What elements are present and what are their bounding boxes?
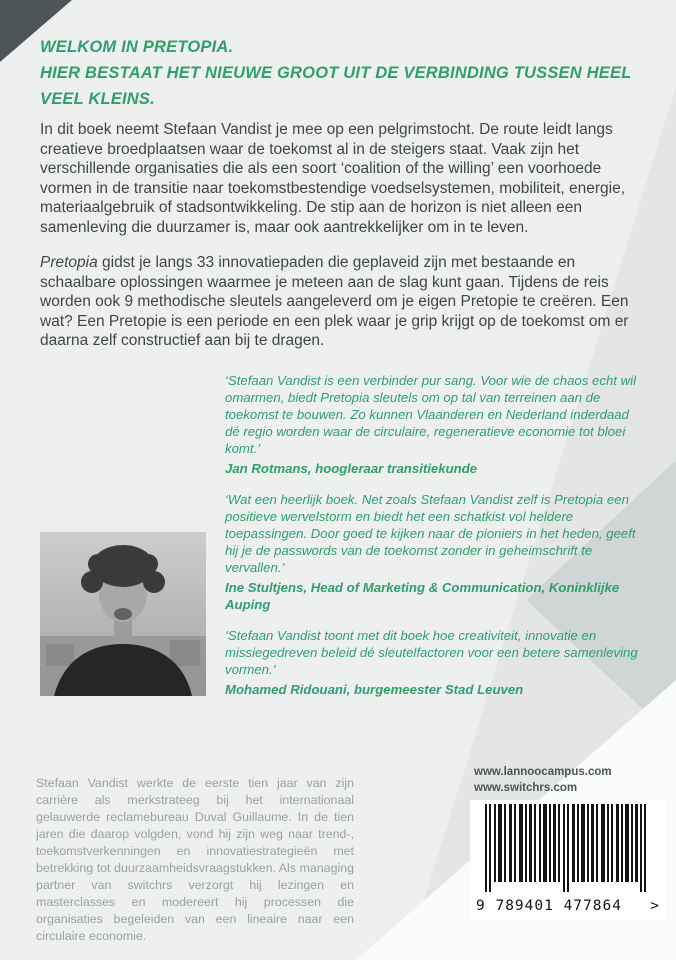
quote-rotmans [225, 372, 639, 477]
headline-line2: HIER BESTAAT HET NIEUWE GROOT UIT DE VERBINDING TUSSEN HEEL VEEL KLEINS. [40, 64, 632, 108]
quote-attribution: Mohamed Ridouani, burgemeester Stad Leuven [225, 682, 524, 697]
headline-line1: WELKOM IN PRETOPIA. [40, 38, 234, 56]
isbn-suffix: > [650, 898, 660, 914]
quote-attribution: Jan Rotmans, hoogleraar transitiekunde [225, 461, 478, 476]
author-bio-text: Stefaan Vandist werkte de eerste tien jaar van zijn carrière als merkstrateeg bij het internationaal gelauwerde reclamebureau Duval Guillaume. In de tien jaren die daarop volgden, vond hij zijn weg naar trend-, toekomstverkenningen en innovatiestrategieën met betrekking tot duurzaamheidsvraagstukken. Als managing partner van switchrs verzorgt hij lezingen en masterclasses en modereert hij processen die organisaties begeleiden van een lineaire naar een circulaire economie. [36, 776, 354, 943]
author-bio [36, 775, 354, 945]
quote-ridouani [225, 627, 639, 698]
quote-text: ‘Wat een heerlijk boek. Net zoals Stefaan Vandist zelf is Pretopia een positieve wervelstorm en biedt het een schatkist vol heldere toepassingen. Door goed te kijken naar de pioniers in het heden, geeft hij je de passwords van de toekomst zonder in geheimschrift te vervallen.’ [225, 492, 636, 575]
barcode [470, 800, 666, 920]
author-photo [40, 532, 206, 696]
url-lannoocampus: www.lannoocampus.com [474, 766, 612, 778]
headline [40, 34, 652, 112]
intro-text [40, 120, 648, 367]
publisher-links [474, 764, 664, 796]
intro-paragraph-2 [40, 253, 648, 351]
quote-text: ‘Stefaan Vandist is een verbinder pur sang. Voor wie de chaos echt wil omarmen, biedt Pretopia sleutels om op tal van terreinen aan de toekomst te bouwen. Zo kunnen Vlaanderen en Nederland inderdaad dé regio worden waar de circulaire, regeneratieve economie tot bloei komt.’ [225, 373, 637, 456]
endorsement-quotes [225, 372, 639, 712]
url-switchrs: www.switchrs.com [474, 782, 578, 794]
quote-attribution: Ine Stultjens, Head of Marketing & Communication, Koninklijke Auping [225, 580, 620, 612]
isbn-digits: 9 789401 477864 [476, 898, 622, 914]
intro-paragraph-1: In dit boek neemt Stefaan Vandist je mee op een pelgrimstocht. De route leidt langs creatieve broedplaatsen waar de toekomst al in de steigers staat. Vaak zijn het verschillende organisaties die als een soort ‘coalition of the willing’ een voorhoede vormen in de transitie naar toekomstbestendige voedselsystemen, mobiliteit, energie, materiaalgebruik of stadsontwikkeling. De stip aan de horizon is niet alleen een samenleving die duurzamer is, maar ook aantrekkelijker om in te leven. [40, 121, 626, 236]
barcode-bars [483, 804, 653, 896]
isbn-number [474, 898, 662, 914]
quote-stultjens [225, 491, 639, 613]
book-title-inline: Pretopia [40, 254, 98, 271]
intro-paragraph-2-text: gidst je langs 33 innovatiepaden die geplaveid zijn met bestaande en schaalbare oplossingen waarmee je meteen aan de slag kunt gaan. Tijdens de reis worden ook 9 methodische sleutels aangeleverd om je eigen Pretopie te creëren. Een wat? Een Pretopie is een periode en een plek waar je grip krijgt op de toekomst om er daarna zelf constructief aan bij te dragen. [40, 254, 629, 349]
author-portrait-illustration [40, 532, 206, 696]
quote-text: ‘Stefaan Vandist toont met dit boek hoe creativiteit, innovatie en missiegedreven beleid dé sleutelfactoren voor een betere samenleving vormen.’ [225, 628, 638, 677]
